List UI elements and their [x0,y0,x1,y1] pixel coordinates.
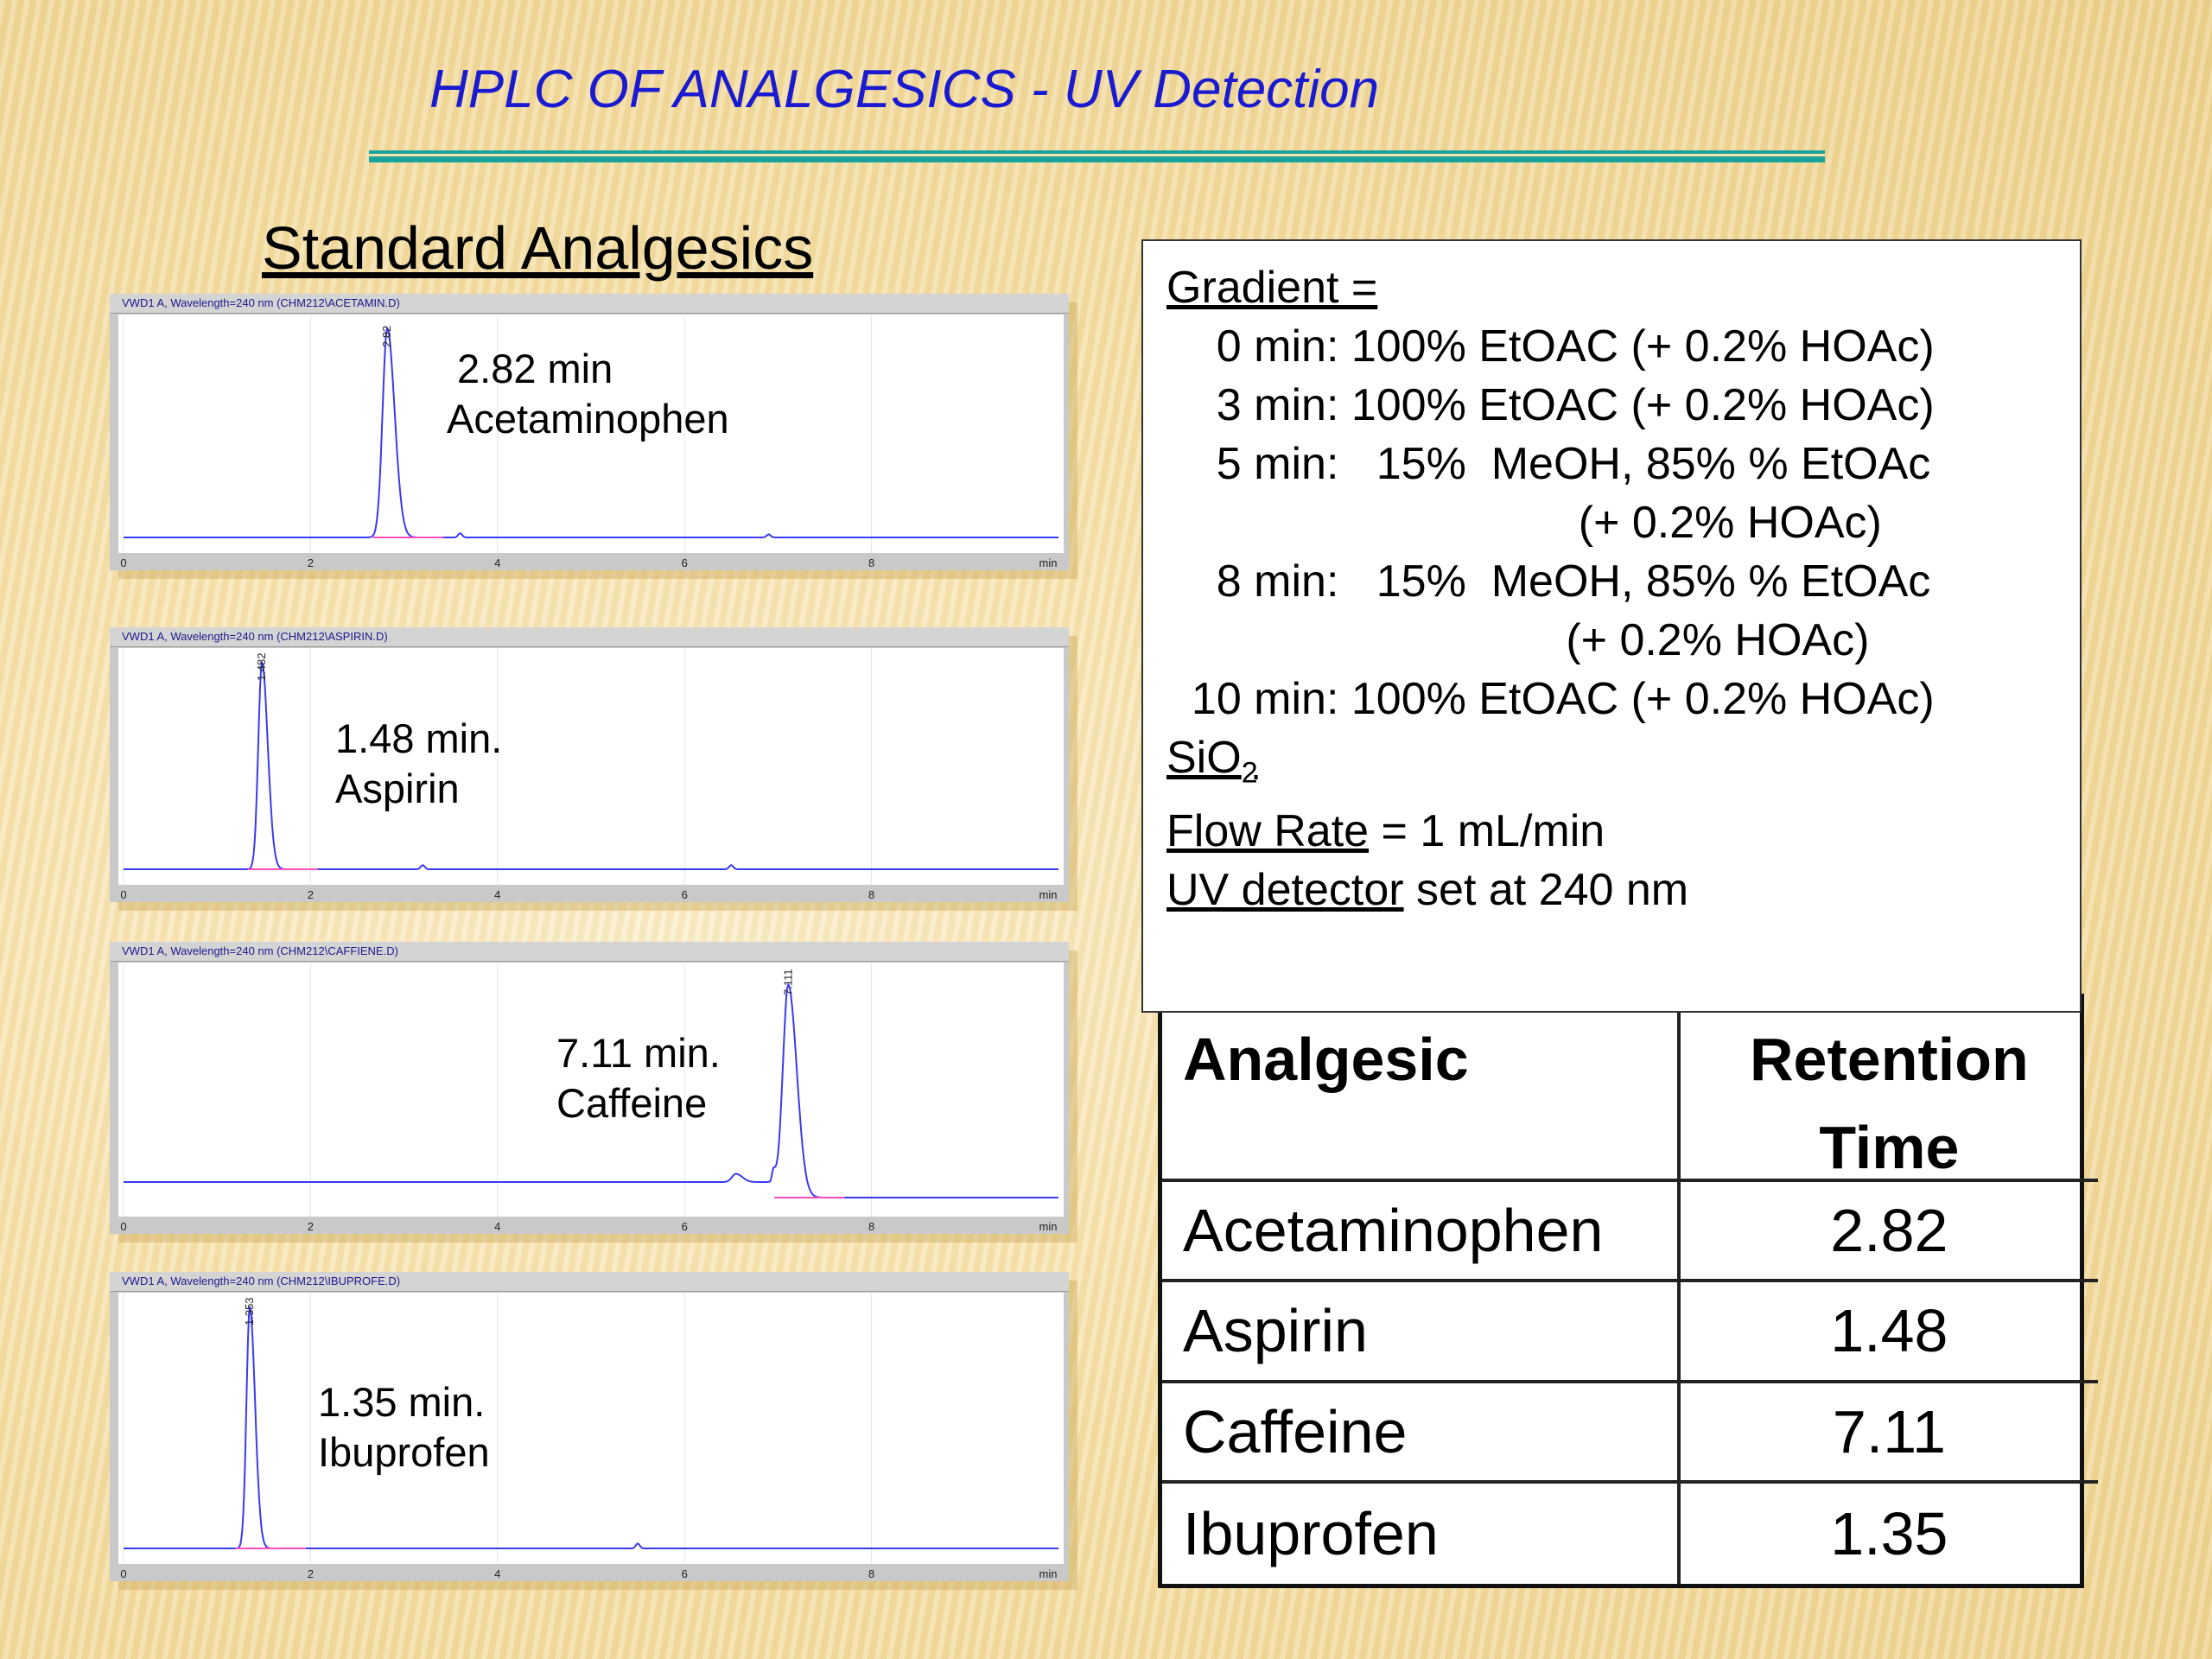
x-tick-label: 8 [868,888,875,901]
flow-rate-value: = 1 mL/min [1369,806,1605,857]
x-tick-label: 6 [681,1567,688,1580]
x-axis [118,553,1064,570]
table-cell-time: 1.48 [1681,1282,2098,1382]
table-cell-time: 7.11 [1681,1383,2098,1484]
gradient-heading: Gradient = [1166,263,1378,313]
peak-apex-label: 1.482 [255,652,269,681]
x-tick-label: 0 [120,1220,127,1233]
stationary-phase-label: SiO$_2$ [1166,733,1258,790]
peak-compound: Ibuprofen [318,1429,490,1475]
chromatogram-trace-line [124,662,1058,869]
chromatogram-aspirin [110,627,1069,902]
table-cell-time: 2.82 [1681,1182,2098,1282]
chromatogram-header: VWD1 A, Wavelength=240 nm (CHM212\CAFFIENE.D) [110,942,1069,962]
uv-detector [1166,861,2080,919]
table-header-analgesic: Analgesic [1162,998,1681,1182]
slide-title: HPLC OF ANALGESICS - UV Detection [429,60,1380,119]
chromatogram-caffeine [110,942,1069,1234]
peak-compound: Caffeine [556,1080,708,1126]
retention-time-table [1158,994,2084,1588]
peak-time: 1.48 min. [335,715,503,761]
uv-detector-label: UV detector [1166,865,1404,916]
peak-apex-label: 1.353 [243,1297,257,1325]
x-tick-label: 2 [307,556,315,569]
chromatogram-ibuprofen [110,1272,1069,1581]
peak-apex-label: 7.111 [781,969,795,995]
stationary-phase [1166,728,2080,802]
x-tick-label: 2 [307,1567,315,1580]
peak-annotation [318,1377,490,1478]
x-tick-label: 0 [120,1567,127,1580]
chromatogram-header: VWD1 A, Wavelength=240 nm (CHM212\ASPIRIN.D) [110,627,1069,647]
peak-time: 2.82 min [457,346,613,391]
gradient-line: 0 min: 100% EtOAC (+ 0.2% HOAc) [1166,321,1935,372]
table-cell-name: Caffeine [1162,1383,1681,1484]
gradient-line: (+ 0.2% HOAc) [1166,615,1870,665]
title-rule [369,150,1825,162]
chromatogram-plot [118,648,1064,885]
x-tick-label: 2 [307,888,315,901]
gradient-line: 10 min: 100% EtOAC (+ 0.2% HOAc) [1166,674,1935,724]
table-cell-name: Ibuprofen [1162,1484,1681,1584]
x-axis [118,1564,1064,1581]
gradient-conditions-box [1141,239,2082,1013]
peak-apex-label: 2.82 [380,325,394,347]
uv-detector-value: set at 240 nm [1403,865,1689,916]
chromatogram-trace-svg [118,648,1064,885]
x-tick-label: min [1039,1567,1058,1580]
section-heading: Standard Analgesics [262,214,814,282]
x-axis [118,885,1064,902]
x-tick-label: min [1039,556,1058,569]
x-tick-label: 8 [868,1220,875,1233]
x-tick-label: 2 [307,1220,315,1233]
chromatogram-header: VWD1 A, Wavelength=240 nm (CHM212\IBUPROFE.D) [110,1272,1069,1292]
x-tick-label: 0 [120,556,127,569]
x-tick-label: 4 [494,1220,501,1233]
x-tick-label: min [1039,888,1058,901]
x-tick-label: min [1039,1220,1058,1233]
chromatogram-acetaminophen [110,294,1069,570]
peak-annotation [335,714,502,814]
x-tick-label: 4 [494,888,501,901]
x-tick-label: 8 [868,556,875,569]
gradient-line: 8 min: 15% MeOH, 85% % EtOAc [1166,556,1931,607]
x-tick-label: 0 [120,888,127,901]
x-tick-label: 4 [494,1567,501,1580]
peak-compound: Acetaminophen [447,396,729,442]
table-cell-name: Aspirin [1162,1282,1681,1382]
table-header-retention-time: Retention Time [1681,998,2098,1182]
peak-annotation [556,1028,721,1128]
peak-annotation [447,344,729,444]
table-cell-name: Acetaminophen [1162,1182,1681,1282]
chromatogram-trace-line [124,1306,1058,1548]
x-tick-label: 6 [681,1220,688,1233]
peak-compound: Aspirin [335,766,460,811]
chromatogram-header: VWD1 A, Wavelength=240 nm (CHM212\ACETAMIN.D) [110,294,1069,314]
peak-time: 1.35 min. [318,1379,486,1425]
x-axis [118,1217,1064,1234]
table-cell-time: 1.35 [1830,1499,1948,1567]
x-tick-label: 8 [868,1567,875,1580]
x-tick-label: 6 [681,556,688,569]
x-tick-label: 6 [681,888,688,901]
chromatogram-plot [118,1293,1064,1564]
x-tick-label: 4 [494,556,501,569]
flow-rate-label: Flow Rate [1166,806,1370,857]
gradient-line: (+ 0.2% HOAc) [1166,498,1882,548]
gradient-line: 3 min: 100% EtOAC (+ 0.2% HOAc) [1166,380,1935,430]
peak-time: 7.11 min. [556,1030,721,1076]
flow-rate [1166,802,2080,861]
chromatogram-trace-svg [118,1293,1064,1564]
gradient-line: 5 min: 15% MeOH, 85% % EtOAc [1166,439,1931,489]
